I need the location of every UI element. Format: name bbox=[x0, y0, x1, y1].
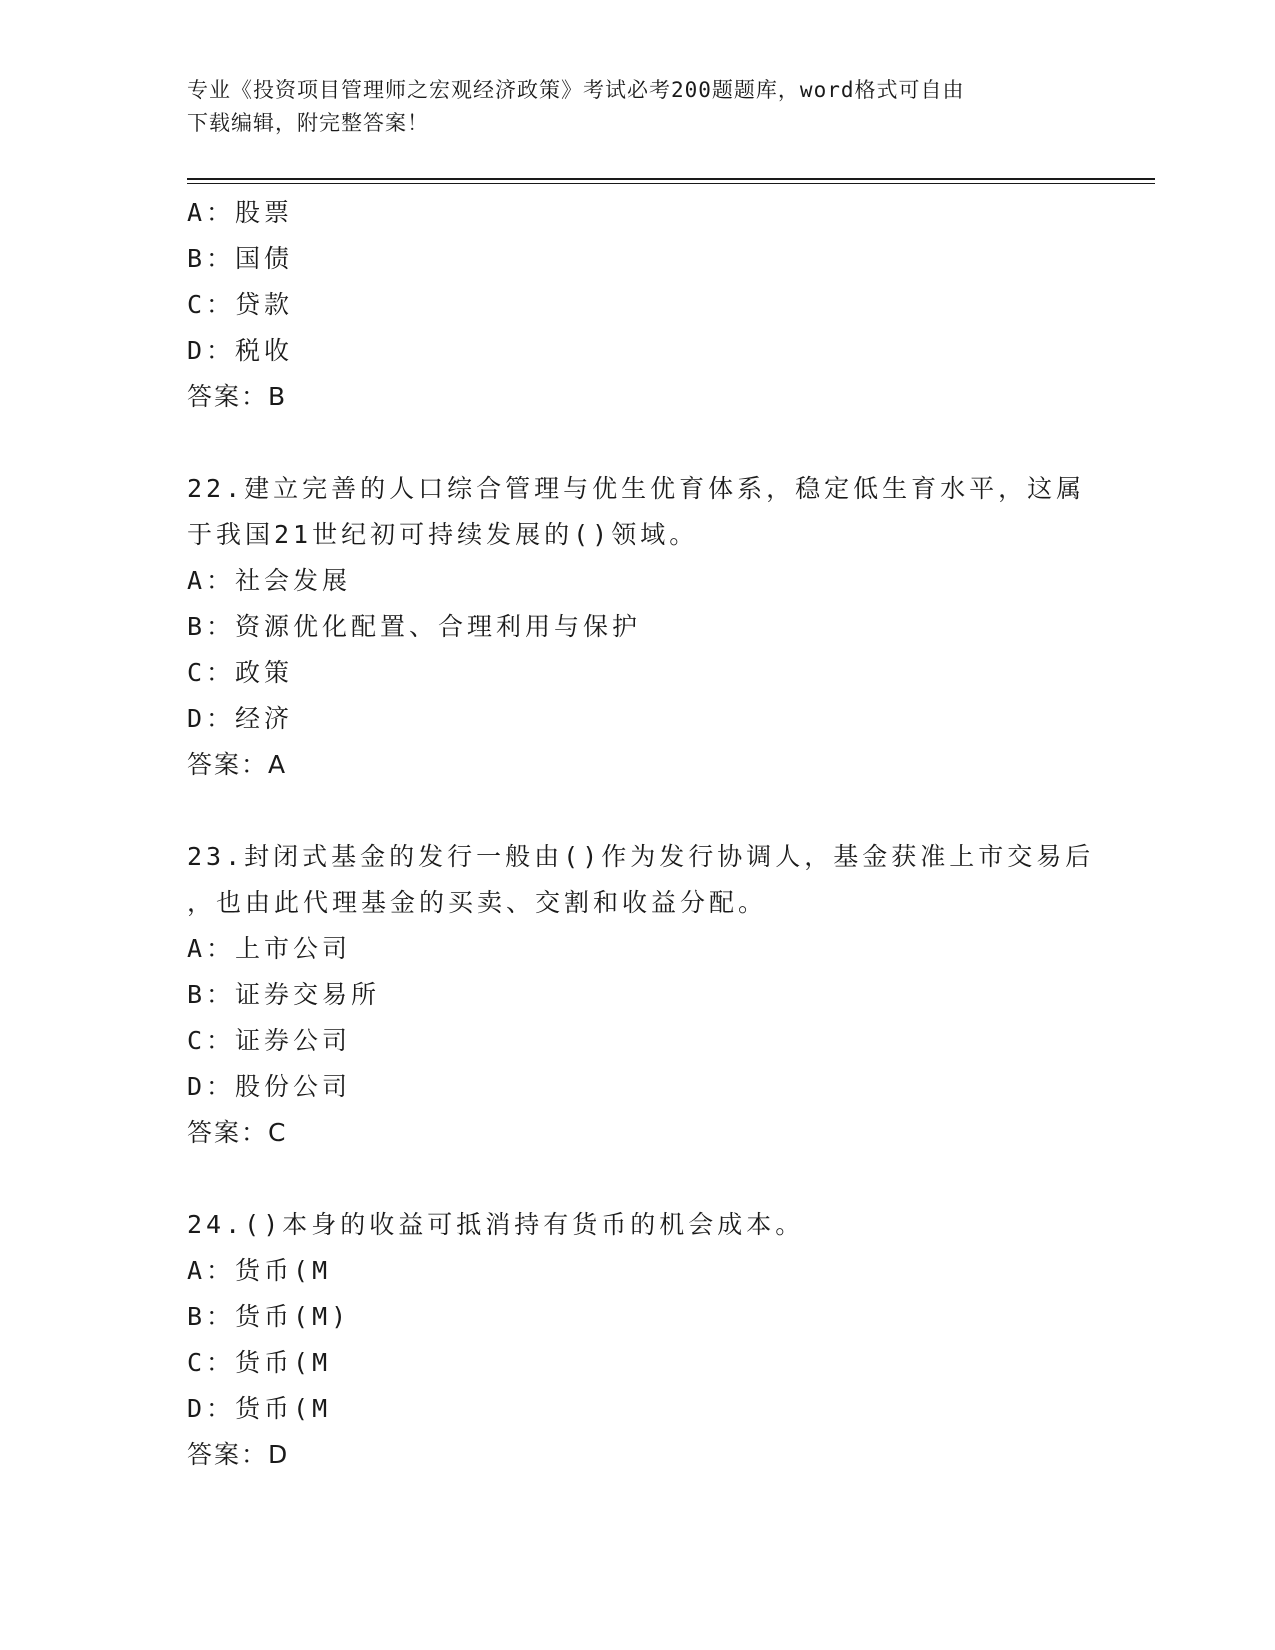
answer: 答案：B bbox=[187, 382, 288, 411]
question-stem-line-1: 24.()本身的收益可抵消持有货币的机会成本。 bbox=[187, 1210, 805, 1239]
spacer bbox=[187, 788, 1087, 834]
spacer bbox=[187, 420, 1087, 466]
question-23 bbox=[187, 834, 1095, 1156]
option-b: B：资源优化配置、合理利用与保护 bbox=[187, 612, 642, 641]
option-c: C：政策 bbox=[187, 658, 294, 687]
header-line-2: 下载编辑，附完整答案！ bbox=[187, 111, 429, 135]
option-d: D：股份公司 bbox=[187, 1072, 352, 1101]
option-d: D：税收 bbox=[187, 336, 294, 365]
question-stem-line-2: ，也由此代理基金的买卖、交割和收益分配。 bbox=[187, 888, 768, 917]
option-a: A：上市公司 bbox=[187, 934, 352, 963]
option-c: C：贷款 bbox=[187, 290, 294, 319]
question-21 bbox=[187, 190, 1087, 420]
option-c: C：货币(M bbox=[187, 1348, 332, 1377]
answer: 答案：D bbox=[187, 1440, 290, 1469]
question-24 bbox=[187, 1202, 1087, 1478]
question-stem-line-2: 于我国21世纪初可持续发展的()领域。 bbox=[187, 520, 699, 549]
document-header bbox=[187, 74, 1087, 140]
option-d: D：经济 bbox=[187, 704, 294, 733]
option-b: B：货币(M) bbox=[187, 1302, 351, 1331]
spacer bbox=[187, 1156, 1087, 1202]
answer: 答案：A bbox=[187, 750, 288, 779]
option-a: A：股票 bbox=[187, 198, 294, 227]
option-d: D：货币(M bbox=[187, 1394, 332, 1423]
option-b: B：国债 bbox=[187, 244, 294, 273]
question-list bbox=[187, 190, 1095, 1478]
option-c: C：证券公司 bbox=[187, 1026, 352, 1055]
question-22 bbox=[187, 466, 1087, 788]
option-a: A：货币(M bbox=[187, 1256, 332, 1285]
header-rule-thin bbox=[187, 183, 1155, 184]
option-b: B：证券交易所 bbox=[187, 980, 381, 1009]
answer: 答案：C bbox=[187, 1118, 288, 1147]
option-a: A：社会发展 bbox=[187, 566, 352, 595]
header-line-1: 专业《投资项目管理师之宏观经济政策》考试必考200题题库，word格式可自由 bbox=[187, 78, 965, 102]
question-stem-line-1: 23.封闭式基金的发行一般由()作为发行协调人，基金获准上市交易后 bbox=[187, 842, 1095, 871]
header-rule-thick bbox=[187, 178, 1155, 180]
question-stem-line-1: 22.建立完善的人口综合管理与优生优育体系，稳定低生育水平，这属 bbox=[187, 474, 1086, 503]
